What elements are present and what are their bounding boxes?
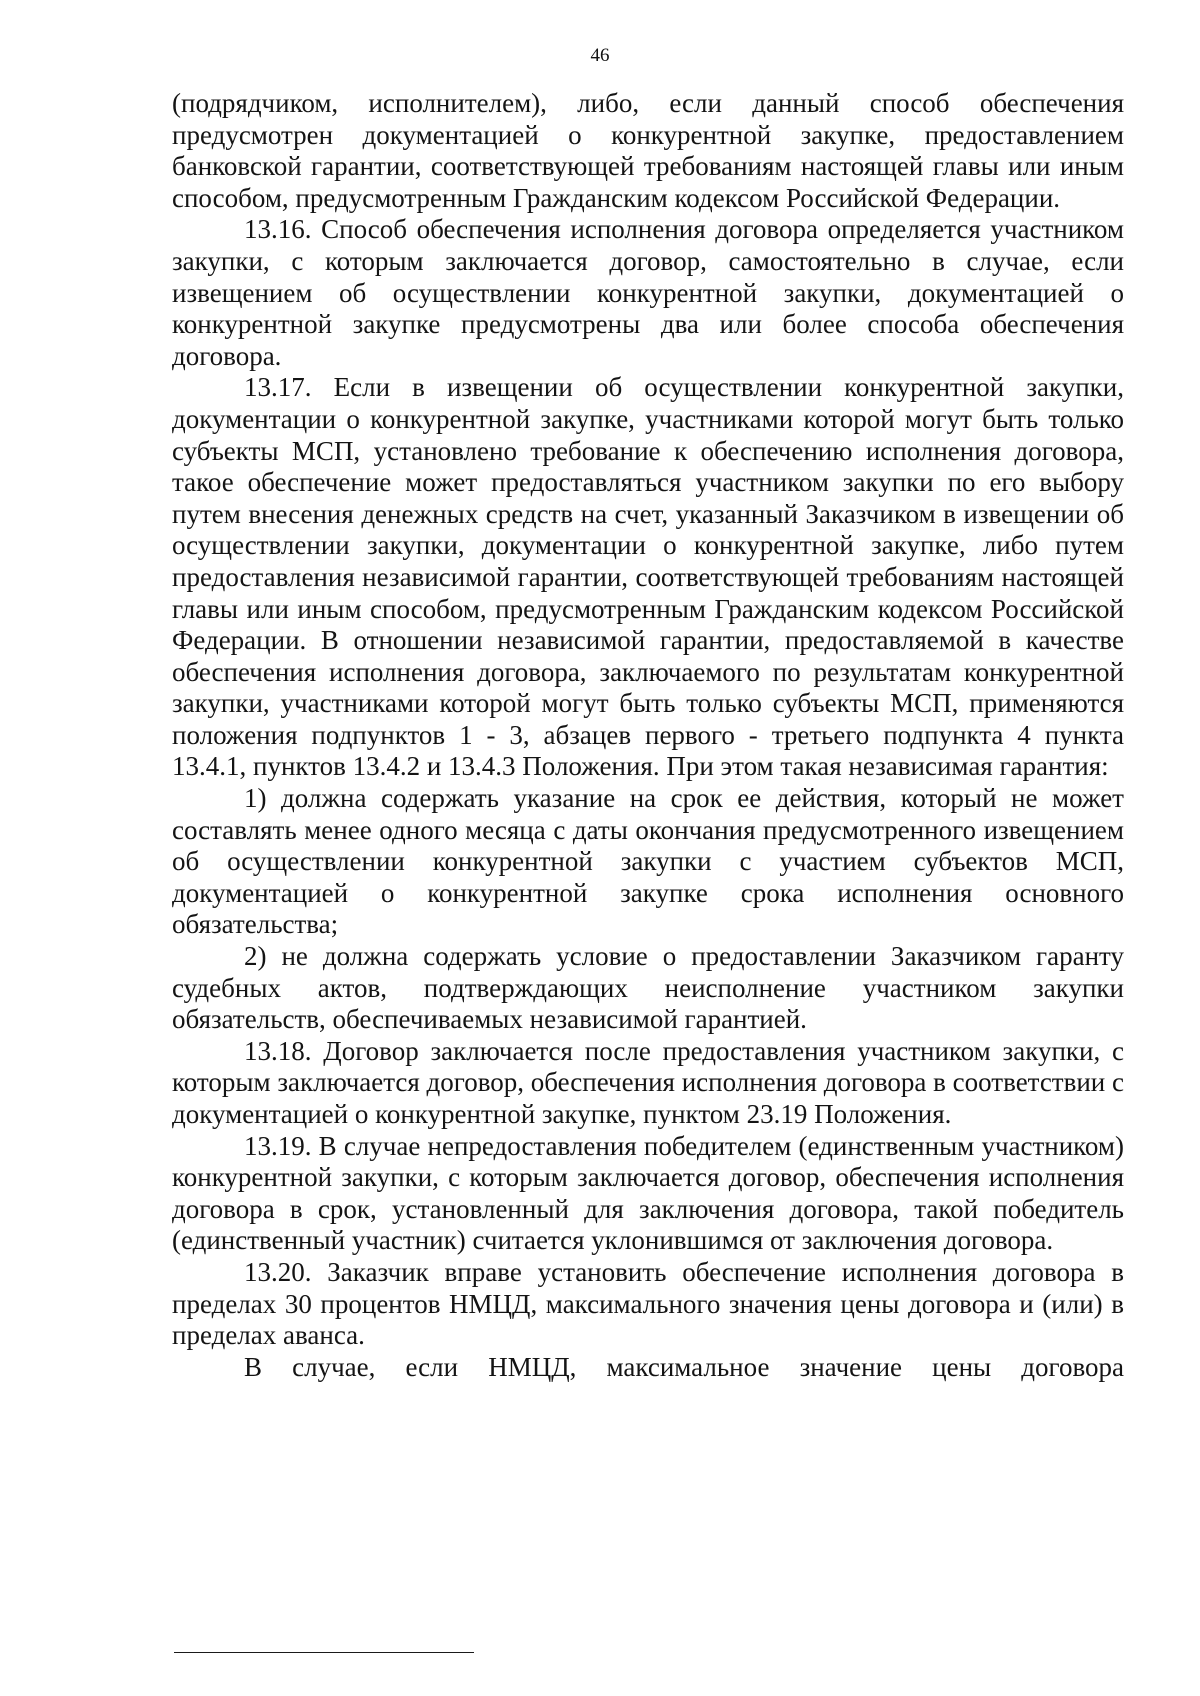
paragraph-continuation: (подрядчиком, исполнителем), либо, если данный способ обеспечения предусмотрен документацией о конкурентной закупке, предоставлением банковской гарантии, соответствующей требованиям настоящей главы или иным способом, предусмотренным Гражданским кодексом Российской Федерации. [172, 88, 1124, 213]
paragraph-13-17: 13.17. Если в извещении об осуществлении конкурентной закупки, документации о конкурентной закупке, участниками которой могут быть только субъекты МСП, установлено требование к обеспечению исполнения договора, такое обеспечение может предоставляться участником закупки по его выбору путем внесения денежных средств на счет, указанный Заказчиком в извещении об осуществлении закупки, документации о конкурентной закупке, либо путем предоставления независимой гарантии, соответствующей требованиям настоящей главы или иным способом, предусмотренным Гражданским кодексом Российской Федерации. В отношении независимой гарантии, предоставляемой в качестве обеспечения исполнения договора, заключаемого по результатам конкурентной закупки, участниками которой могут быть только субъекты МСП, применяются положения подпунктов 1 - 3, абзацев первого - третьего подпункта 4 пункта 13.4.1, пунктов 13.4.2 и 13.4.3 Положения. При этом такая независимая гарантия: [172, 372, 1124, 782]
paragraph-13-18: 13.18. Договор заключается после предоставления участником закупки, с которым заключается договор, обеспечения исполнения договора в соответствии с документацией о конкурентной закупке, пунктом 23.19 Положения. [172, 1035, 1124, 1129]
document-body [172, 88, 1124, 1383]
paragraph-13-19: 13.19. В случае непредоставления победителем (единственным участником) конкурентной закупки, с которым заключается договор, обеспечения исполнения договора в срок, установленный для заключения договора, такой победитель (единственный участник) считается уклонившимся от заключения договора. [172, 1130, 1124, 1256]
footnote-separator [174, 1652, 474, 1653]
page-number: 46 [590, 45, 610, 66]
paragraph-item-2: 2) не должна содержать условие о предоставлении Заказчиком гаранту судебных актов, подтверждающих неисполнение участником закупки обязательств, обеспечиваемых независимой гарантией. [172, 941, 1124, 1035]
paragraph-13-20: 13.20. Заказчик вправе установить обеспечение исполнения договора в пределах 30 процентов НМЦД, максимального значения цены договора и (или) в пределах аванса. [172, 1256, 1124, 1351]
paragraph-trailing: В случае, если НМЦД, максимальное значение цены договора [244, 1351, 1124, 1382]
paragraph-13-16: 13.16. Способ обеспечения исполнения договора определяется участником закупки, с которым заключается договор, самостоятельно в случае, если извещением об осуществлении конкурентной закупки, документацией о конкурентной закупке предусмотрены два или более способа обеспечения договора. [172, 214, 1124, 371]
paragraph-item-1: 1) должна содержать указание на срок ее действия, который не может составлять менее одного месяца с даты окончания предусмотренного извещением об осуществлении конкурентной закупки с участием субъектов МСП, документацией о конкурентной закупке срока исполнения основного обязательства; [172, 783, 1124, 940]
